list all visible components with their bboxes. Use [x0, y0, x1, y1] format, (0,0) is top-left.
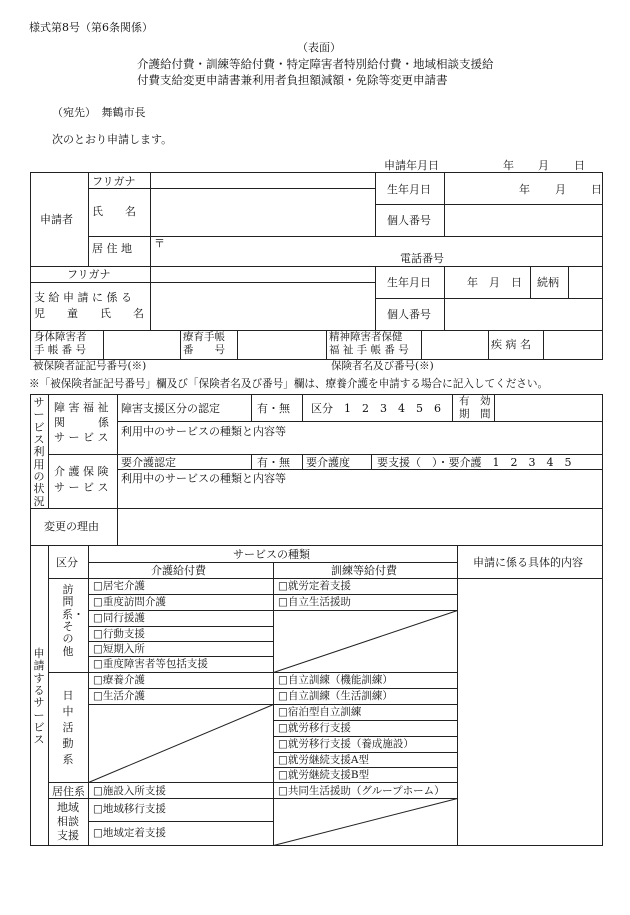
day-kunren-item[interactable]: □就労継続支援B型: [278, 769, 370, 781]
support-category: 区分 1 2 3 4 5 6: [311, 402, 441, 415]
community-label-3: 支援: [57, 829, 79, 842]
day-kunren-item[interactable]: □就労継続支援A型: [278, 754, 370, 766]
welfare-label-1: 障 害 福 祉: [54, 401, 109, 414]
valid-period-label-2: 期 間: [459, 408, 491, 420]
support-cert-yes-no: 有・無: [257, 402, 290, 415]
community-label-2: 相談: [57, 815, 79, 828]
residence-group-label: 居住系: [52, 785, 85, 798]
col-service-types: サービスの種類: [233, 548, 310, 561]
insured-no-label: 被保険者証記号番号(※): [33, 360, 147, 372]
col-kaigo: 介護給付費: [151, 564, 206, 577]
day-kunren-item[interactable]: □宿泊型自立訓練: [278, 706, 362, 718]
day-kaigo-item[interactable]: □生活介護: [93, 690, 145, 702]
welfare-usage-label: 利用中のサービスの種類と内容等: [121, 425, 286, 438]
applicant-id-label: 個人番号: [387, 214, 431, 227]
valid-period-label-1: 有 効: [459, 395, 491, 407]
phone-label: 電話番号: [400, 252, 444, 265]
care-label-1: 介 護 保 険: [54, 465, 109, 478]
disease-label: 疾 病 名: [491, 338, 531, 351]
child-birth-label: 生年月日: [387, 276, 431, 289]
visit-kaigo-item[interactable]: □同行援護: [93, 612, 145, 624]
visit-kunren-item[interactable]: □就労定着支援: [278, 580, 351, 592]
ryoiku-handbook-label-1: 療育手帳: [183, 331, 225, 343]
insurer-label: 保険者名及び番号(※): [331, 360, 434, 372]
residence-kunren-item[interactable]: □共同生活援助（グループホーム）: [278, 785, 445, 797]
form-title-line1: 介護給付費・訓練等給付費・特定障害者特別給付費・地域相談支援給: [137, 57, 494, 71]
support-cert-label: 障害支援区分の認定: [121, 402, 220, 415]
applicant-birth-month: 月: [555, 183, 566, 196]
applicant-birth-year: 年: [519, 183, 530, 196]
physical-handbook-label-2: 手 帳 番 号: [34, 344, 87, 356]
child-name-label-line1: 支 給 申 請 に 係 る: [34, 291, 132, 304]
residence-kaigo-item[interactable]: □施設入所支援: [93, 785, 166, 797]
postal-mark: 〒: [154, 237, 165, 250]
visit-kaigo-item[interactable]: □居宅介護: [93, 580, 145, 592]
child-relation-label: 続柄: [537, 276, 559, 289]
mental-handbook-label-2: 福 祉 手 帳 番 号: [329, 344, 409, 356]
community-item[interactable]: □地域定着支援: [93, 827, 166, 839]
day-kunren-item[interactable]: □自立訓練（生活訓練）: [278, 690, 393, 702]
physical-handbook-label-1: 身体障害者: [34, 331, 87, 343]
community-item[interactable]: □地域移行支援: [93, 803, 166, 815]
day-group-label: 日中活動系: [62, 689, 74, 766]
day-kaigo-item[interactable]: □療養介護: [93, 674, 145, 686]
date-year: 年: [503, 159, 514, 172]
visit-group-label: 訪問系・その他: [62, 583, 84, 658]
day-kunren-item[interactable]: □就労移行支援: [278, 722, 351, 734]
form-number: 様式第8号（第6条関係）: [29, 21, 153, 34]
community-label-1: 地域: [57, 801, 79, 814]
welfare-label-3: サ ー ビ ス: [54, 431, 109, 444]
child-id-label: 個人番号: [387, 308, 431, 321]
date-day: 日: [574, 159, 585, 172]
services-vertical-label: 申請するサービス: [33, 647, 45, 747]
care-usage-label: 利用中のサービスの種類と内容等: [121, 472, 286, 485]
visit-kaigo-item[interactable]: □短期入所: [93, 643, 145, 655]
insurance-note: ※「被保険者証記号番号」欄及び「保険者名及び番号」欄は、療養介護を申請する場合に記入してください。: [29, 378, 549, 390]
form-title-line2: 付費支給変更申請書兼利用者負担額減額・免除等変更申請書: [137, 73, 448, 87]
child-furigana-label: フリガナ: [67, 268, 111, 281]
care-cert-label: 要介護認定: [121, 456, 176, 469]
applicant-name-label: 氏 名: [92, 205, 136, 218]
addressee: （宛先） 舞鶴市長: [52, 106, 146, 119]
intro-text: 次のとおり申請します。: [52, 133, 173, 146]
col-kubun: 区分: [56, 556, 78, 569]
care-label-2: サ ー ビ ス: [54, 481, 109, 494]
col-detail: 申請に係る具体的内容: [473, 556, 583, 569]
ryoiku-handbook-label-2: 番 号: [183, 344, 225, 356]
care-level-label: 要介護度: [306, 456, 350, 469]
day-kunren-item[interactable]: □自立訓練（機能訓練）: [278, 674, 393, 686]
applicant-birth-label: 生年月日: [387, 183, 431, 196]
visit-kunren-item[interactable]: □自立生活援助: [278, 596, 351, 608]
applicant-label: 申請者: [40, 213, 73, 226]
visit-kaigo-item[interactable]: □重度訪問介護: [93, 596, 166, 608]
service-status-vertical-label: サービス利用の状況: [33, 396, 45, 508]
change-reason-label: 変更の理由: [44, 520, 99, 533]
care-cert-yes-no: 有・無: [257, 456, 290, 469]
applicant-furigana-label: フリガナ: [92, 175, 136, 188]
visit-kaigo-item[interactable]: □行動支援: [93, 628, 145, 640]
child-birth-ymd: 年 月 日: [467, 276, 522, 289]
mental-handbook-label-1: 精神障害者保健: [329, 331, 403, 343]
visit-kaigo-item[interactable]: □重度障害者等包括支援: [93, 658, 208, 670]
col-kunren: 訓練等給付費: [331, 564, 397, 577]
welfare-label-2: 関 係: [54, 416, 109, 429]
applicant-address-label: 居 住 地: [92, 242, 132, 255]
applicant-birth-day: 日: [591, 183, 602, 196]
child-name-label-line2: 児 童 氏 名: [34, 307, 144, 320]
application-date-label: 申請年月日: [384, 159, 439, 172]
care-level-detail: 要支援（ ）・要介護 1 2 3 4 5: [377, 456, 572, 469]
day-kunren-item[interactable]: □就労移行支援（養成施設）: [278, 738, 414, 750]
form-side: （表面）: [297, 41, 341, 54]
date-month: 月: [538, 159, 549, 172]
